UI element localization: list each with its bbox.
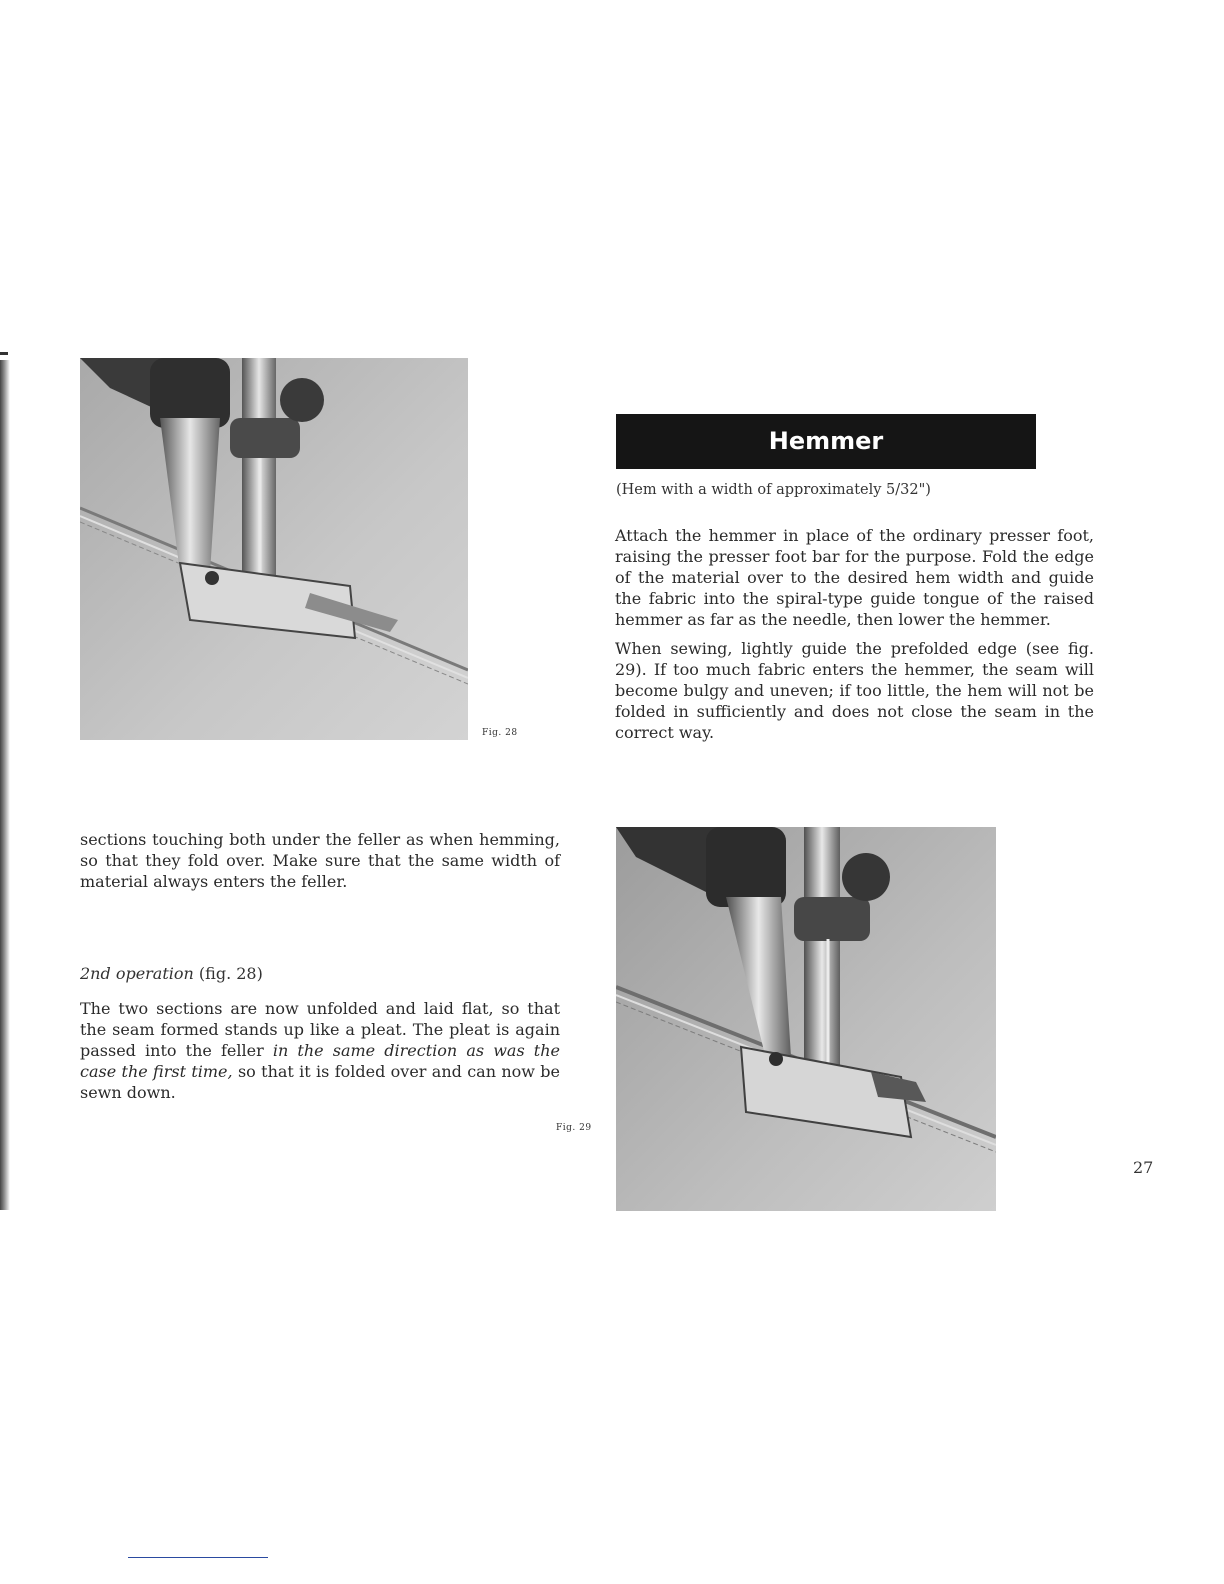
figure-28-label: Fig. 28	[482, 728, 518, 738]
figure-29-photo	[616, 827, 996, 1211]
hemmer-instructions	[615, 525, 1094, 751]
second-operation-title: 2nd operation	[80, 964, 194, 983]
page-number: 27	[1133, 1158, 1154, 1177]
scan-edge-mark	[0, 352, 8, 355]
second-operation-text-start: The two sections are now unfolded and laid flat, so that the seam formed stands up like a pleat. The pleat is again passed into the feller	[80, 999, 560, 1060]
footer-rule	[128, 1557, 268, 1558]
second-operation-heading	[80, 964, 263, 983]
hemmer-subtitle: (Hem with a width of approximately 5/32")	[616, 482, 931, 498]
figure-29-label: Fig. 29	[556, 1123, 592, 1133]
hemmer-paragraph-2: When sewing, lightly guide the prefolded edge (see fig. 29). If too much fabric enters the hemmer, the seam will become bulgy and uneven; if too little, the hem will not be folded in sufficiently and does not close the seam in the correct way.	[615, 639, 1094, 742]
second-operation-text	[80, 998, 560, 1103]
scan-spine-shadow	[0, 360, 10, 1210]
hemmer-heading: Hemmer	[616, 414, 1036, 469]
second-operation-text-emphasis: in the same direction as was the case the first time,	[80, 1041, 560, 1081]
hemmer-paragraph-1: Attach the hemmer in place of the ordinary presser foot, raising the presser foot bar for the purpose. Fold the edge of the material over to the desired hem width and guide the fabric into the spiral-type guide tongue of the raised hemmer as far as the needle, then lower the hemmer.	[615, 526, 1094, 629]
second-operation-figure-ref: (fig. 28)	[198, 964, 263, 983]
second-operation-text-end: so that it is folded over and can now be sewn down.	[80, 1062, 561, 1102]
feller-continued-text: sections touching both under the feller as when hemming, so that they fold over. Make sure that the same width of material always enters the feller.	[80, 830, 560, 891]
figure-28-photo	[80, 358, 468, 740]
